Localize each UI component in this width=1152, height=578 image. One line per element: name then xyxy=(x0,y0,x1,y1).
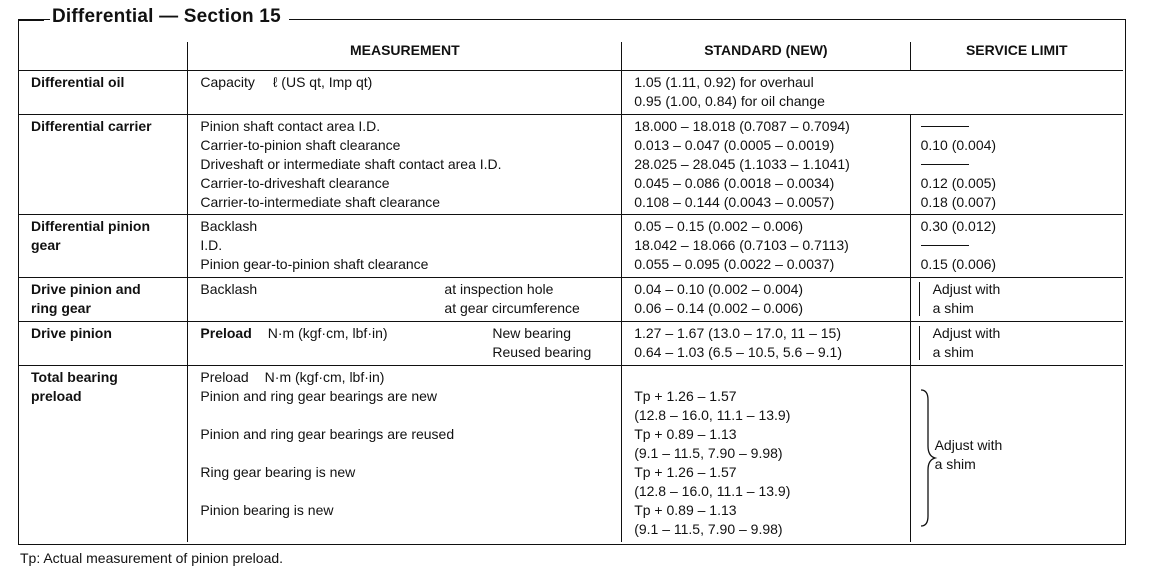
limit-value: a shim xyxy=(932,300,974,316)
sub-condition: at gear circumference xyxy=(444,300,580,316)
header-service-limit: SERVICE LIMIT xyxy=(910,42,1123,71)
std-value: Tp + 0.89 – 1.13 xyxy=(634,426,737,442)
preload-label: Preload xyxy=(200,325,252,341)
limit-value: 0.15 (0.006) xyxy=(920,256,997,272)
row-limit xyxy=(910,322,1123,366)
row-measurement xyxy=(188,215,622,278)
row-measurement xyxy=(188,278,622,322)
limit-value: a shim xyxy=(934,456,976,472)
std-value: (12.8 – 16.0, 11.1 – 13.9) xyxy=(634,483,791,499)
row-standard xyxy=(622,115,910,215)
std-value: Tp + 0.89 – 1.13 xyxy=(634,502,737,518)
std-value: 0.06 – 0.14 (0.002 – 0.006) xyxy=(634,300,804,316)
category-line: gear xyxy=(31,237,61,253)
row-limit xyxy=(910,115,1123,215)
std-value: 1.05 (1.11, 0.92) for overhaul xyxy=(634,74,814,90)
category-line: Drive pinion and xyxy=(31,281,141,297)
table-row-differential-oil xyxy=(19,71,1123,115)
spec-table xyxy=(19,42,1123,542)
category-line: ring gear xyxy=(31,300,91,316)
meas-item: Carrier-to-intermediate shaft clearance xyxy=(200,194,441,210)
meas-item: Pinion gear-to-pinion shaft clearance xyxy=(200,256,429,272)
meas-item: Backlash xyxy=(200,218,258,234)
no-limit-dash xyxy=(921,164,969,165)
meas-item: Ring gear bearing is new xyxy=(200,464,356,480)
std-value: 18.000 – 18.018 (0.7087 – 0.7094) xyxy=(634,118,850,134)
row-limit xyxy=(910,278,1123,322)
limit-value: Adjust with xyxy=(932,325,1001,341)
table-row-drive-pinion-ring-gear xyxy=(19,278,1123,322)
meas-item: Pinion bearing is new xyxy=(200,502,334,518)
limit-value: a shim xyxy=(932,344,974,360)
std-value: 0.045 – 0.086 (0.0018 – 0.0034) xyxy=(634,175,835,191)
no-limit-dash xyxy=(921,245,969,246)
meas-item: I.D. xyxy=(200,237,223,253)
std-value: (9.1 – 11.5, 7.90 – 9.98) xyxy=(634,521,783,537)
capacity-label: Capacity xyxy=(200,74,255,90)
row-category xyxy=(19,278,188,322)
std-value: 1.27 – 1.67 (13.0 – 17.0, 11 – 15) xyxy=(634,325,841,341)
std-value: 0.013 – 0.047 (0.0005 – 0.0019) xyxy=(634,137,835,153)
row-standard xyxy=(622,71,910,115)
meas-item: Pinion shaft contact area I.D. xyxy=(200,118,381,134)
meas-item: Carrier-to-pinion shaft clearance xyxy=(200,137,401,153)
limit-value: Adjust with xyxy=(934,437,1003,453)
limit-value: 0.30 (0.012) xyxy=(920,218,997,234)
header-standard: STANDARD (NEW) xyxy=(622,42,910,71)
row-limit xyxy=(910,215,1123,278)
std-value: (9.1 – 11.5, 7.90 – 9.98) xyxy=(634,445,783,461)
std-value: 0.108 – 0.144 (0.0043 – 0.0057) xyxy=(634,194,835,210)
meas-item: Carrier-to-driveshaft clearance xyxy=(200,175,390,191)
page-title: Differential — Section 15 xyxy=(50,6,289,28)
row-limit xyxy=(910,366,1123,542)
std-value: 0.64 – 1.03 (6.5 – 10.5, 5.6 – 9.1) xyxy=(634,344,843,360)
row-category xyxy=(19,215,188,278)
std-value: 18.042 – 18.066 (0.7103 – 0.7113) xyxy=(634,237,849,253)
std-value: 0.04 – 0.10 (0.002 – 0.004) xyxy=(634,281,804,297)
std-value: Tp + 1.26 – 1.57 xyxy=(634,388,737,404)
meas-item: Driveshaft or intermediate shaft contact area I.D. xyxy=(200,156,502,172)
std-value: 0.95 (1.00, 0.84) for oil change xyxy=(634,93,825,109)
row-standard xyxy=(622,278,910,322)
row-measurement xyxy=(188,115,622,215)
row-category xyxy=(19,366,188,542)
row-category: Drive pinion xyxy=(19,322,188,366)
limit-value: 0.10 (0.004) xyxy=(920,137,997,153)
meas-item: Pinion and ring gear bearings are new xyxy=(200,388,438,404)
category-line: preload xyxy=(31,388,82,404)
footnote: Tp: Actual measurement of pinion preload. xyxy=(20,550,284,566)
limit-value: 0.12 (0.005) xyxy=(920,175,997,191)
sub-condition: New bearing xyxy=(492,325,572,341)
std-value: Tp + 1.26 – 1.57 xyxy=(634,464,737,480)
std-value: 0.055 – 0.095 (0.0022 – 0.0037) xyxy=(634,256,835,272)
limit-value: Adjust with xyxy=(932,281,1001,297)
bracket-line xyxy=(919,282,920,316)
row-measurement xyxy=(188,322,622,366)
row-measurement xyxy=(188,366,622,542)
header-measurement: MEASUREMENT xyxy=(188,42,622,71)
preload-label: Preload xyxy=(200,369,249,385)
row-limit xyxy=(910,71,1123,115)
table-row-total-bearing-preload xyxy=(19,366,1123,542)
meas-item: Backlash xyxy=(200,281,258,297)
preload-unit: N·m (kgf·cm, lbf·in) xyxy=(267,325,388,341)
meas-item: Pinion and ring gear bearings are reused xyxy=(200,426,455,442)
limit-value: 0.18 (0.007) xyxy=(920,194,997,210)
capacity-unit: ℓ (US qt, Imp qt) xyxy=(272,74,373,90)
std-value: 28.025 – 28.045 (1.1033 – 1.1041) xyxy=(634,156,850,172)
sub-condition: at inspection hole xyxy=(444,281,554,297)
std-value: (12.8 – 16.0, 11.1 – 13.9) xyxy=(634,407,791,423)
table-row-differential-pinion-gear xyxy=(19,215,1123,278)
row-standard xyxy=(622,215,910,278)
row-measurement xyxy=(188,71,622,115)
std-value: 0.05 – 0.15 (0.002 – 0.006) xyxy=(634,218,804,234)
table-row-differential-carrier xyxy=(19,115,1123,215)
category-line: Total bearing xyxy=(31,369,118,385)
bracket-line xyxy=(919,326,920,360)
category-line: Differential pinion xyxy=(31,218,150,234)
row-standard xyxy=(622,322,910,366)
table-row-drive-pinion xyxy=(19,322,1123,366)
preload-unit: N·m (kgf·cm, lbf·in) xyxy=(264,369,385,385)
header-category xyxy=(19,42,188,71)
row-category: Differential carrier xyxy=(19,115,188,215)
sub-condition: Reused bearing xyxy=(492,344,592,360)
row-standard xyxy=(622,366,910,542)
header-row xyxy=(19,42,1123,71)
no-limit-dash xyxy=(921,126,969,127)
row-category: Differential oil xyxy=(19,71,188,115)
